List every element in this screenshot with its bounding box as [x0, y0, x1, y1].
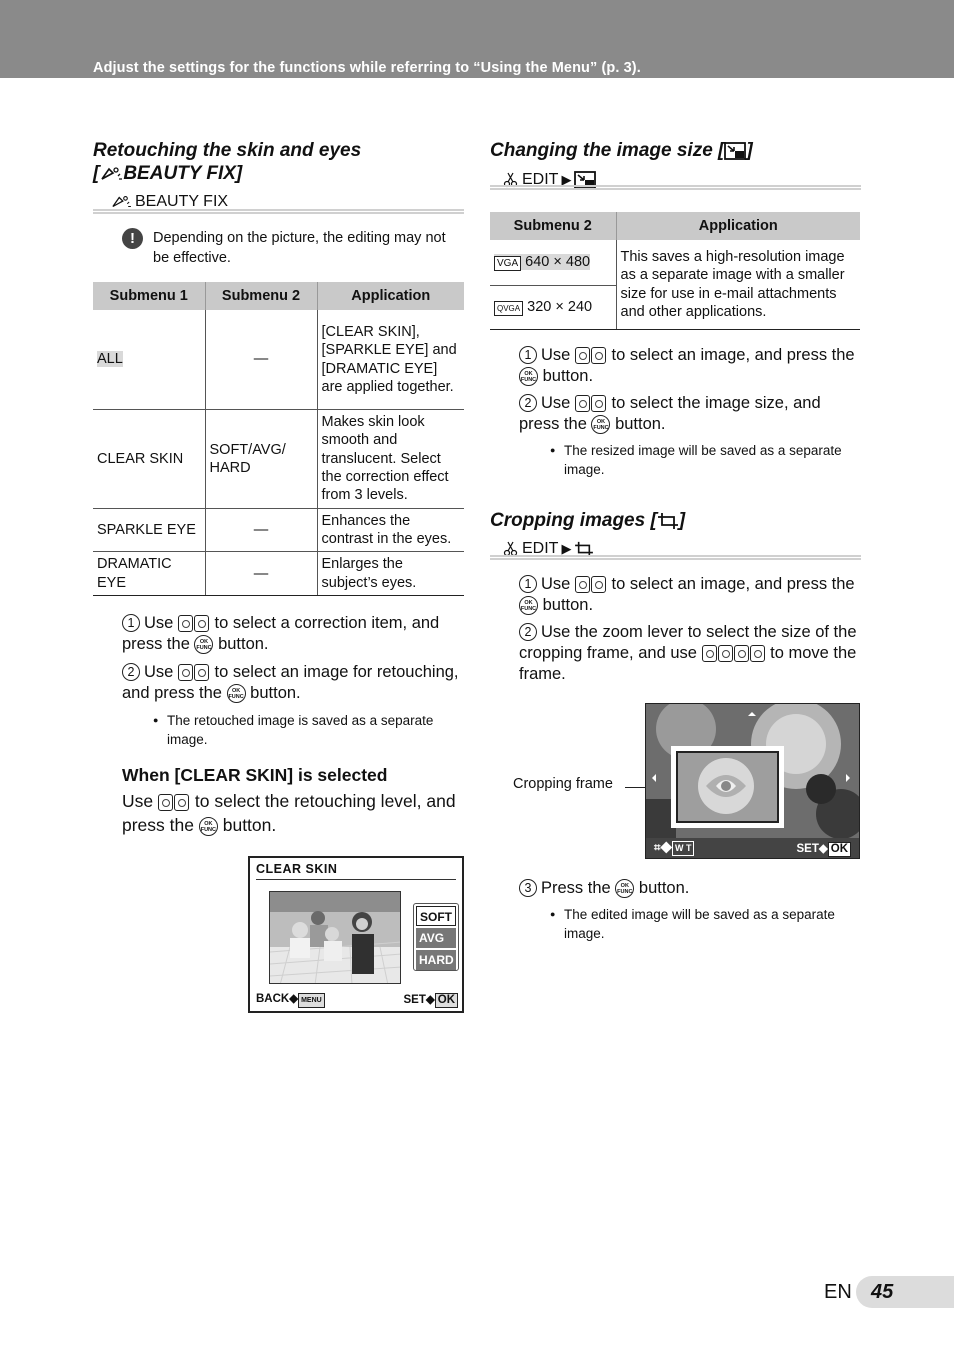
down-key-icon [194, 615, 209, 632]
right-key-icon [591, 576, 606, 593]
ok-func-button-icon: OK FUNC [194, 635, 213, 654]
left-key-icon [575, 576, 590, 593]
resize-icon [724, 142, 746, 160]
resize-menu-path: EDIT ▶ [503, 171, 596, 189]
crop-icon: ⌗ [654, 842, 661, 854]
level-options [413, 903, 459, 971]
beauty-menu-path: BEAUTY FIX [110, 193, 228, 211]
ok-func-button-icon: OK FUNC [519, 596, 538, 615]
option-avg[interactable]: AVG [416, 928, 456, 948]
resize-table [490, 212, 860, 330]
crop-bullet: ● The edited image will be saved as a separate image. [564, 905, 859, 943]
screen-title: CLEAR SKIN [256, 862, 338, 876]
option-soft[interactable]: SOFT [416, 906, 456, 926]
family-photo [270, 892, 401, 984]
set-hint: SET◆ OK [404, 992, 458, 1008]
down-key-icon [174, 794, 189, 811]
left-key-icon [575, 347, 590, 364]
rose-photo [646, 704, 859, 858]
ok-func-button-icon: OK FUNC [199, 817, 218, 836]
ok-func-button-icon: OK FUNC [227, 684, 246, 703]
resize-step-2: 2 Use to select the image size, and press the OK FUNC button. [519, 394, 821, 433]
up-key-icon [158, 794, 173, 811]
crop-menu-path: EDIT ▶ [503, 540, 594, 558]
arrow-icon: ◆ [425, 994, 435, 1006]
up-key-icon [702, 645, 717, 662]
table-cell: — [205, 552, 317, 596]
screen-divider [256, 879, 456, 880]
vga-icon: VGA [494, 256, 521, 271]
table-cell: This saves a high-resolution image as a separate image with a smaller size for use in e-mail attachments and other applications. [616, 240, 860, 329]
caution-icon: ! [122, 228, 143, 249]
preview-photo [269, 891, 401, 984]
section-rule [490, 185, 861, 190]
right-key-icon [750, 645, 765, 662]
table-cell: SPARKLE EYE [93, 508, 205, 552]
arrow-icon: ◆ [289, 993, 299, 1005]
arrow-right-icon: ▶ [561, 172, 572, 187]
ok-func-button-icon: OK FUNC [591, 415, 610, 434]
table-header: Application [317, 282, 464, 310]
language-label: EN [824, 1281, 852, 1303]
table-cell: Enhances the contrast in the eyes. [317, 508, 464, 552]
qvga-icon: QVGA [494, 301, 523, 316]
header-instruction: Adjust the settings for the functions while referring to “Using the Menu” (p. 3). [93, 60, 641, 76]
table-cell: — [205, 508, 317, 552]
beauty-step-2: 2 Use to select an image for retouching, and press the OK FUNC button. [122, 663, 459, 702]
table-row [93, 310, 464, 409]
arrow-right-icon: ▶ [561, 541, 572, 556]
crop-step-1: 1 Use to select an image, and press the OK FUNC button. [520, 575, 855, 614]
table-cell: VGA 640 × 480 [490, 240, 616, 285]
resize-step-1: 1 Use to select an image, and press the OK FUNC button. [520, 346, 855, 385]
resize-bullet: ● The resized image will be saved as a separate image. [564, 441, 854, 479]
clear-skin-screen [248, 856, 464, 1013]
section-rule [490, 555, 861, 560]
set-hint: SET◆ OK [797, 841, 851, 857]
table-cell: QVGA 320 × 240 [490, 285, 616, 329]
left-key-icon [734, 645, 749, 662]
crop-icon [657, 512, 679, 530]
option-hard[interactable]: HARD [416, 950, 456, 970]
right-key-icon [591, 347, 606, 364]
crop-screen [645, 703, 860, 859]
up-key-icon [178, 615, 193, 632]
arrow-icon: ◆ [818, 843, 828, 855]
table-cell: Makes skin look smooth and translucent. Select the correction effect from 3 levels. [317, 409, 464, 508]
cropping-frame-label: Cropping frame [513, 776, 613, 792]
table-row [93, 409, 464, 508]
table-row [93, 552, 464, 596]
zoom-lever-hint: ⌗◆ W T [654, 841, 694, 856]
crop-step-2: 2 Use the zoom lever to select the size of the cropping frame, and use to move the frame. [519, 623, 857, 683]
section-rule [93, 209, 464, 214]
table-row [93, 508, 464, 552]
crop-step-3: 3 Press the OK FUNC button. [519, 878, 859, 899]
table-header: Submenu 2 [205, 282, 317, 310]
clear-skin-instruction: Use to select the retouching level, and press the OK FUNC button. [122, 791, 456, 835]
down-key-icon [718, 645, 733, 662]
table-cell: Enlarges the subject’s eyes. [317, 552, 464, 596]
table-row [490, 240, 860, 285]
crop-title: Cropping images [ ] [490, 510, 686, 531]
table-header: Submenu 1 [93, 282, 205, 310]
beauty-fix-table [93, 282, 464, 596]
left-key-icon [178, 664, 193, 681]
arrow-icon: ◆ [660, 842, 672, 854]
table-cell: [CLEAR SKIN], [SPARKLE EYE] and [DRAMATIC EYE] are applied together. [317, 310, 464, 409]
table-header: Application [616, 212, 860, 240]
up-key-icon [575, 395, 590, 412]
table-cell: DRAMATIC EYE [93, 552, 205, 596]
table-cell: SOFT/AVG/ HARD [205, 409, 317, 508]
resize-title: Changing the image size [ ] [490, 140, 753, 161]
crop-screen-footer [646, 838, 859, 858]
beauty-bullet: ● The retouched image is saved as a separate image. [167, 711, 459, 749]
ok-func-button-icon: OK FUNC [519, 367, 538, 386]
page-number: 45 [871, 1281, 894, 1303]
clear-skin-heading: When [CLEAR SKIN] is selected [122, 765, 388, 785]
right-key-icon [194, 664, 209, 681]
beauty-fix-title: Retouching the skin and eyes [ BEAUTY FIX] [93, 140, 362, 184]
down-key-icon [591, 395, 606, 412]
back-hint: BACK◆ MENU [256, 991, 325, 1008]
beauty-step-1: 1 Use to select a correction item, and press the OK FUNC button. [122, 614, 440, 653]
table-header: Submenu 2 [490, 212, 616, 240]
ok-func-button-icon: OK FUNC [615, 879, 634, 898]
beauty-fix-icon [99, 164, 123, 184]
table-cell: — [205, 310, 317, 409]
table-cell: ALL [97, 351, 123, 368]
caution-note: ! Depending on the picture, the editing may not be effective. [122, 228, 462, 268]
table-cell: CLEAR SKIN [93, 409, 205, 508]
